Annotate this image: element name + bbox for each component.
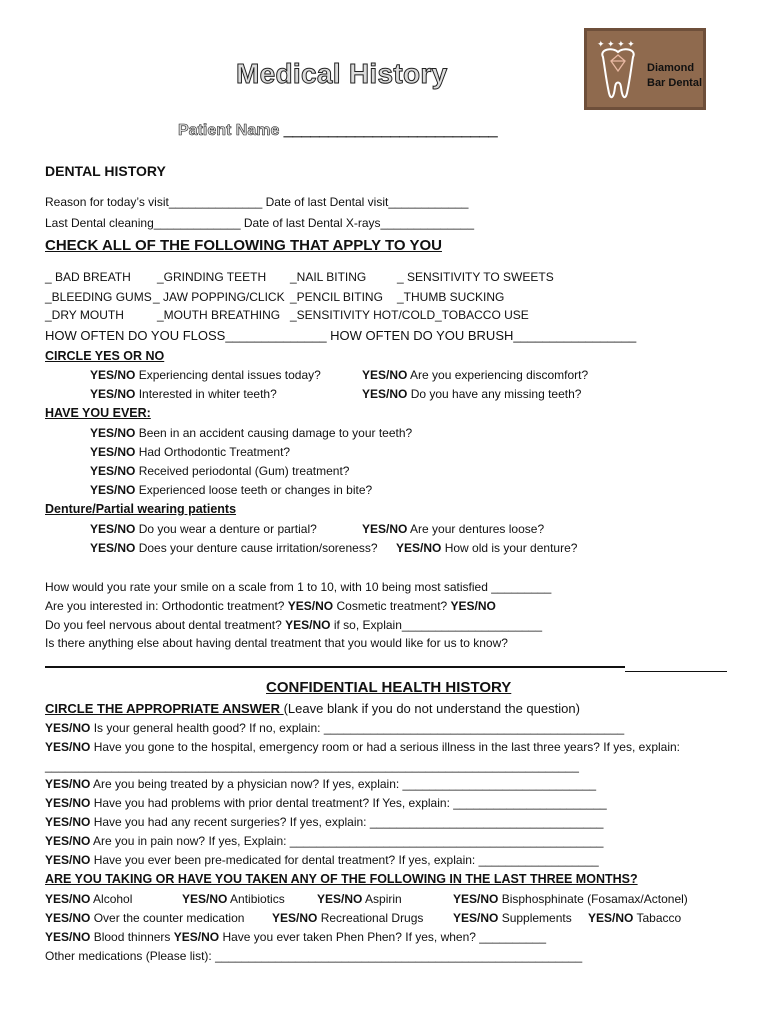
question-accident[interactable]: YES/NO Been in an accident causing damage to your teeth? [90, 426, 413, 440]
circle-yes-no-heading: CIRCLE YES OR NO [45, 349, 165, 363]
checkbox-bad-breath[interactable]: _ BAD BREATH [45, 270, 131, 284]
question-denture-irritation[interactable]: YES/NO Does your denture cause irritation/soreness? [90, 541, 378, 555]
med-tabacco[interactable]: YES/NO Tabacco [588, 911, 682, 925]
med-alcohol[interactable]: YES/NO Alcohol [45, 892, 133, 906]
question-discomfort[interactable]: YES/NO Are you experiencing discomfort? [362, 368, 589, 382]
question-pain[interactable]: YES/NO Are you in pain now? If yes, Explain: _______________________________________________ [45, 834, 604, 848]
dental-history-heading: DENTAL HISTORY [45, 163, 166, 179]
question-denture-age[interactable]: YES/NO How old is your denture? [396, 541, 578, 555]
checkbox-mouth-breathing[interactable]: _MOUTH BREATHING [157, 308, 281, 322]
checkbox-grinding-teeth[interactable]: _GRINDING TEETH [157, 270, 267, 284]
hospital-explain-line[interactable]: ________________________________________________________________________________ [45, 759, 579, 773]
have-you-ever-heading: HAVE YOU EVER: [45, 406, 151, 420]
med-antibiotics[interactable]: YES/NO Antibiotics [182, 892, 285, 906]
question-missing-teeth[interactable]: YES/NO Do you have any missing teeth? [362, 387, 582, 401]
med-recreational[interactable]: YES/NO Recreational Drugs [272, 911, 424, 925]
question-loose-teeth[interactable]: YES/NO Experienced loose teeth or changes in bite? [90, 483, 373, 497]
med-aspirin[interactable]: YES/NO Aspirin [317, 892, 402, 906]
medications-heading: ARE YOU TAKING OR HAVE YOU TAKEN ANY OF THE FOLLOWING IN THE LAST THREE MONTHS? [45, 872, 638, 886]
interested-treatment-line[interactable]: Are you interested in: Orthodontic treatment? YES/NO Cosmetic treatment? YES/NO [45, 599, 496, 613]
visit-reason-line[interactable]: Reason for today’s visit______________ Date of last Dental visit____________ [45, 195, 469, 209]
section-divider [45, 666, 625, 668]
question-dentures-loose[interactable]: YES/NO Are your dentures loose? [362, 522, 545, 536]
circle-answer-instruction: CIRCLE THE APPROPRIATE ANSWER (Leave blank if you do not understand the question) [45, 701, 580, 716]
question-prior-problems[interactable]: YES/NO Have you had problems with prior dental treatment? If Yes, explain: _______________________ [45, 796, 607, 810]
page-title: Medical History [236, 58, 448, 89]
med-bisphosphinate[interactable]: YES/NO Bisphosphinate (Fosamax/Actonel) [453, 892, 688, 906]
checkbox-sensitivity-hot-cold[interactable]: _SENSITIVITY HOT/COLD [290, 308, 436, 322]
checkbox-tobacco-use[interactable]: _TOBACCO USE [435, 308, 529, 322]
checkbox-sensitivity-sweets[interactable]: _ SENSITIVITY TO SWEETS [397, 270, 554, 284]
question-surgeries[interactable]: YES/NO Have you had any recent surgeries? If yes, explain: ___________________________________ [45, 815, 604, 829]
checkbox-nail-biting[interactable]: _NAIL BITING [290, 270, 367, 284]
confidential-heading: CONFIDENTIAL HEALTH HISTORY [266, 679, 512, 696]
med-otc[interactable]: YES/NO Over the counter medication [45, 911, 245, 925]
question-wear-denture[interactable]: YES/NO Do you wear a denture or partial? [90, 522, 317, 536]
section-divider-tail [625, 671, 727, 672]
cleaning-xray-line[interactable]: Last Dental cleaning_____________ Date of last Dental X-rays______________ [45, 216, 474, 230]
nervous-line[interactable]: Do you feel nervous about dental treatment? YES/NO if so, Explain_____________________ [45, 618, 543, 632]
tooth-icon [593, 35, 643, 107]
med-blood-thinners[interactable]: YES/NO Blood thinners YES/NO Have you ever taken Phen Phen? If yes, when? __________ [45, 930, 547, 944]
anything-else-line: Is there anything else about having dental treatment that you would like for us to know? [45, 636, 508, 650]
checkbox-jaw-popping[interactable]: _ JAW POPPING/CLICK [153, 290, 285, 304]
question-premedicated[interactable]: YES/NO Have you ever been pre-medicated for dental treatment? If yes, explain: __________________ [45, 853, 599, 867]
checkbox-bleeding-gums[interactable]: _BLEEDING GUMS [45, 290, 152, 304]
patient-name-field[interactable]: Patient Name ________________________ [178, 122, 498, 139]
question-physician[interactable]: YES/NO Are you being treated by a physician now? If yes, explain: _____________________________ [45, 777, 597, 791]
clinic-logo [584, 28, 706, 110]
med-supplements[interactable]: YES/NO Supplements [453, 911, 572, 925]
svg-text:✦ ✦ ✦ ✦: ✦ ✦ ✦ ✦ [597, 39, 635, 49]
logo-text: Diamond Bar Dental [647, 62, 703, 89]
question-dental-issues[interactable]: YES/NO Experiencing dental issues today? [90, 368, 321, 382]
checkbox-thumb-sucking[interactable]: _THUMB SUCKING [397, 290, 505, 304]
smile-rating-line[interactable]: How would you rate your smile on a scale from 1 to 10, with 10 being most satisfied _________ [45, 580, 552, 594]
floss-brush-line[interactable]: HOW OFTEN DO YOU FLOSS______________ HOW OFTEN DO YOU BRUSH_________________ [45, 328, 637, 343]
checkbox-pencil-biting[interactable]: _PENCIL BITING [290, 290, 383, 304]
other-medications-line[interactable]: Other medications (Please list): _______________________________________________________ [45, 949, 583, 963]
question-hospital[interactable]: YES/NO Have you gone to the hospital, emergency room or had a serious illness in the last three years? If yes, explain: [45, 740, 681, 754]
question-whiter-teeth[interactable]: YES/NO Interested in whiter teeth? [90, 387, 277, 401]
check-all-heading: CHECK ALL OF THE FOLLOWING THAT APPLY TO YOU [45, 237, 442, 254]
question-orthodontic[interactable]: YES/NO Had Orthodontic Treatment? [90, 445, 291, 459]
checkbox-dry-mouth[interactable]: _DRY MOUTH [45, 308, 124, 322]
denture-heading: Denture/Partial wearing patients [45, 502, 237, 516]
question-periodontal[interactable]: YES/NO Received periodontal (Gum) treatment? [90, 464, 350, 478]
question-general-health[interactable]: YES/NO Is your general health good? If no, explain: _____________________________________________ [45, 721, 625, 735]
